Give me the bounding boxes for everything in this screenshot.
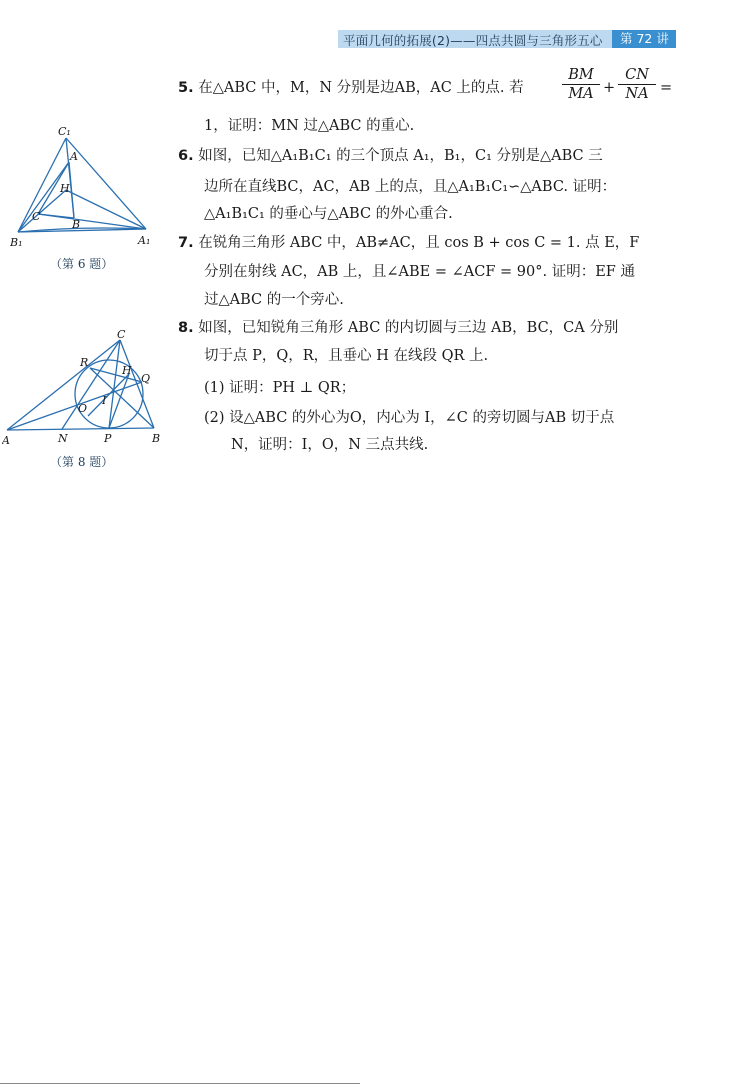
fig8-edge-a-b bbox=[7, 428, 154, 430]
fig6-label-a1: A₁ bbox=[138, 234, 151, 247]
figure-8-diagram bbox=[2, 326, 172, 451]
problem-6-line-1 bbox=[178, 146, 603, 166]
fig8-label-q: Q bbox=[141, 372, 151, 385]
problem-6-text: 如图，已知△A₁B₁C₁ 的三个顶点 A₁，B₁，C₁ 分别是△ABC 三 bbox=[198, 148, 603, 164]
fraction-2-numerator: CN bbox=[625, 67, 649, 83]
problem-6-line-3: △A₁B₁C₁ 的垂心与△ABC 的外心重合. bbox=[204, 206, 453, 222]
problem-8-line-2: 切于点 P，Q，R，且垂心 H 在线段 QR 上. bbox=[204, 348, 489, 364]
fig8-label-n: N bbox=[58, 432, 68, 445]
problem-8-sub-2-line-1: (2) 设△ABC 的外心为O，内心为 I，∠C 的旁切圆与AB 切于点 bbox=[204, 410, 615, 426]
fig8-label-p: P bbox=[104, 432, 112, 445]
fraction-1-numerator: BM bbox=[568, 67, 594, 83]
problem-8-line-1 bbox=[178, 318, 618, 338]
fig8-line-a-q bbox=[7, 382, 142, 430]
fig8-label-h: H bbox=[122, 364, 132, 377]
problem-7-number: 7. bbox=[178, 235, 194, 251]
fig6-label-c: C bbox=[32, 210, 41, 223]
fig8-label-b: B bbox=[152, 432, 161, 445]
fraction-bm-ma bbox=[562, 67, 600, 102]
problem-8-text: 如图，已知锐角三角形 ABC 的内切圆与三边 AB，BC，CA 分别 bbox=[198, 320, 619, 336]
fig8-line-n-c bbox=[62, 340, 120, 429]
fig8-label-c: C bbox=[117, 328, 126, 341]
problem-7-line-3: 过△ABC 的一个旁心. bbox=[204, 292, 344, 308]
footer-rule bbox=[0, 1083, 360, 1084]
problem-7-text: 在锐角三角形 ABC 中，AB≠AC，且 cos B + cos C = 1. 点 E，F bbox=[198, 235, 640, 251]
fig8-label-i: I bbox=[102, 394, 107, 407]
problem-5-text: 在△ABC 中，M，N 分别是边AB，AC 上的点. 若 bbox=[198, 80, 524, 96]
lecture-badge: 第 72 讲 bbox=[612, 30, 676, 48]
fraction-2-denominator: NA bbox=[625, 86, 649, 102]
fig8-label-r: R bbox=[80, 356, 89, 369]
header-title: 平面几何的拓展(2)——四点共圆与三角形五心 bbox=[343, 33, 603, 48]
fig6-edge-c1-a1 bbox=[66, 138, 146, 229]
problem-8-sub-1: (1) 证明：PH ⊥ QR； bbox=[204, 380, 356, 396]
figure-6-diagram bbox=[10, 122, 160, 252]
fig6-label-b1: B₁ bbox=[10, 236, 23, 249]
problem-7-line-2: 分别在射线 AC，AB 上，且∠ABE = ∠ACF = 90°. 证明：EF 通 bbox=[204, 264, 635, 280]
fraction-1-denominator: MA bbox=[568, 86, 594, 102]
fig6-label-b: B bbox=[72, 218, 81, 231]
problem-8-number: 8. bbox=[178, 320, 194, 336]
fig6-label-a: A bbox=[70, 150, 78, 163]
figure-8-caption: （第 8 题） bbox=[50, 455, 114, 469]
problem-7-line-1 bbox=[178, 233, 639, 253]
figure-6-caption: （第 6 题） bbox=[50, 257, 114, 271]
fraction-cn-na bbox=[618, 67, 656, 102]
fig6-edge-c1-b1 bbox=[18, 138, 66, 232]
fig8-label-o: O bbox=[78, 402, 88, 415]
problem-6-line-2: 边所在直线BC，AC，AB 上的点，且△A₁B₁C₁∽△ABC. 证明： bbox=[204, 179, 617, 195]
problem-5-line-1 bbox=[178, 78, 524, 98]
problem-8-sub-2-line-2: N，证明：I，O，N 三点共线. bbox=[231, 437, 429, 453]
plus-sign: + bbox=[603, 80, 616, 96]
problem-5-number: 5. bbox=[178, 80, 194, 96]
problem-6-number: 6. bbox=[178, 148, 194, 164]
fig6-line-b1-a bbox=[18, 162, 69, 232]
fig6-line-h-b1 bbox=[18, 190, 66, 232]
fig6-label-h: H bbox=[60, 182, 70, 195]
equals-sign: = bbox=[660, 80, 673, 96]
problem-5-line-2: 1，证明：MN 过△ABC 的重心. bbox=[204, 118, 415, 134]
fig8-label-a: A bbox=[2, 434, 10, 447]
fig6-label-c1: C₁ bbox=[58, 125, 71, 138]
fig8-edge-a-c bbox=[7, 340, 120, 430]
